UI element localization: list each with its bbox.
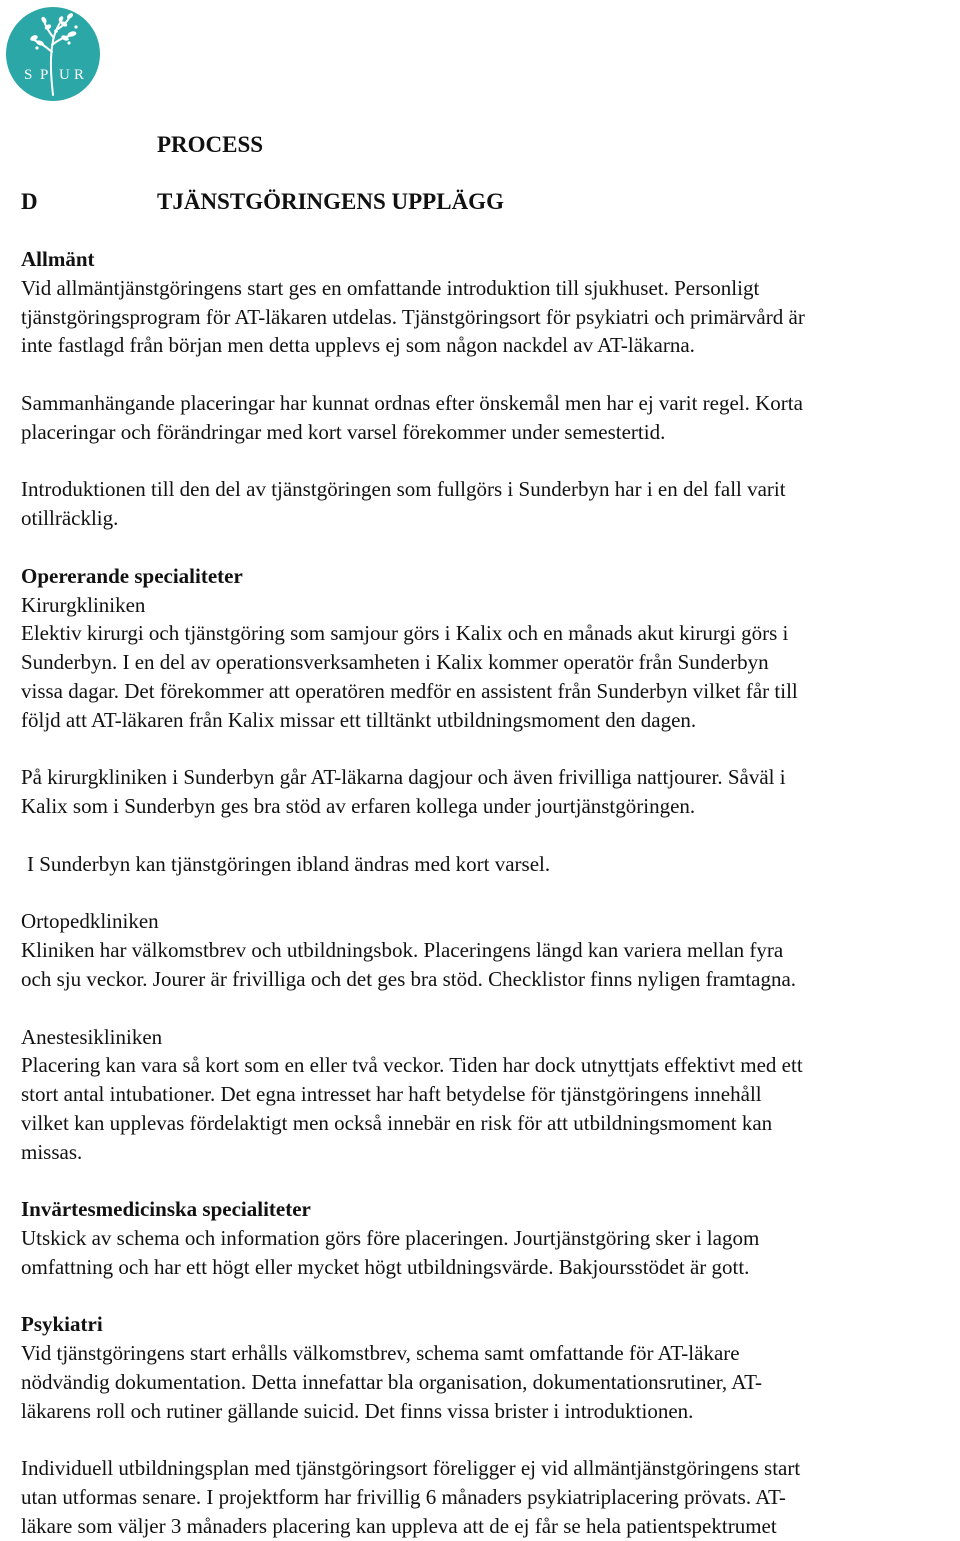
invartes-section [21, 1195, 960, 1281]
allmant-heading: Allmänt [21, 247, 95, 271]
section-letter: D [21, 189, 38, 214]
text-line: Elektiv kirurgi och tjänstgöring som samjour görs i Kalix och en månads akut kirurgi görs i [21, 621, 789, 646]
section-title: TJÄNSTGÖRINGENS UPPLÄGG [157, 189, 504, 214]
text-line: Vid allmäntjänstgöringens start ges en omfattande introduktion till sjukhuset. Personligt [21, 275, 760, 300]
paragraph [21, 763, 960, 821]
paragraph [21, 1454, 960, 1540]
psykiatri-section [21, 1310, 960, 1425]
text-line: Vid tjänstgöringens start erhålls välkomstbrev, schema samt omfattande för AT-läkare [21, 1341, 740, 1366]
document-body [21, 245, 960, 1541]
text-line: och sju veckor. Jourer är frivilliga och det ges bra stöd. Checklistor finns nyligen framtagna. [21, 966, 797, 991]
spur-logo-icon [6, 7, 100, 101]
text-line: På kirurgkliniken i Sunderbyn går AT-läkarna dagjour och även frivilliga nattjourer. Såväl i [21, 765, 786, 790]
psykiatri-heading: Psykiatri [21, 1312, 103, 1337]
text-line: följd att AT-läkaren från Kalix missar ett tilltänkt utbildningsmoment den dagen. [21, 707, 697, 732]
ortopedkliniken-subheading: Ortopedkliniken [21, 909, 159, 934]
spur-logo [6, 7, 100, 101]
text-line: stort antal intubationer. Det egna intresset har haft betydelse för tjänstgöringens innehåll [21, 1082, 762, 1107]
logo-letter-s: S [24, 67, 33, 83]
opererande-section [21, 562, 960, 735]
text-line: läkare som väljer 3 månaders placering kan uppleva att de ej får se hela patientspektrumet [21, 1514, 777, 1539]
text-line: otillräcklig. [21, 506, 119, 531]
text-line: omfattning och har ett högt eller mycket högt utbildningsvärde. Bakjoursstödet är gott. [21, 1254, 750, 1279]
text-line: missas. [21, 1139, 83, 1164]
text-line: utan utformas senare. I projektform har frivillig 6 månaders psykiatriplacering prövats. AT- [21, 1485, 786, 1510]
text-line: vilket kan upplevas fördelaktigt men också innebär en risk för att utbildningsmoment kan [21, 1110, 773, 1135]
logo-letter-u: U [59, 67, 70, 83]
text-line: vissa dagar. Det förekommer att operatören medför en assistent från Sunderbyn vilket får till [21, 678, 798, 703]
text-line: Utskick av schema och information görs före placeringen. Jourtjänstgöring sker i lagom [21, 1226, 760, 1251]
text-line: Kalix som i Sunderbyn ges bra stöd av erfaren kollega under jourtjänstgöringen. [21, 794, 696, 819]
anestesikliniken-subheading: Anestesikliniken [21, 1024, 163, 1049]
text-line: inte fastlagd från början men detta upplevs ej som någon nackdel av AT-läkarna. [21, 333, 695, 358]
text-line: läkarens roll och rutiner gällande suicid. Det finns vissa brister i introduktionen. [21, 1398, 694, 1423]
text-line: Introduktionen till den del av tjänstgöringen som fullgörs i Sunderbyn har i en del fall varit [21, 477, 786, 502]
opererande-heading: Opererande specialiteter [21, 563, 243, 588]
text-line: nödvändig dokumentation. Detta innefattar bla organisation, dokumentationsrutiner, AT- [21, 1370, 763, 1395]
logo-letter-r: R [74, 67, 85, 83]
text-line: Sunderbyn. I en del av operationsverksamheten i Kalix kommer operatör från Sunderbyn [21, 650, 769, 675]
paragraph [21, 389, 960, 447]
kirurgkliniken-subheading: Kirurgkliniken [21, 592, 146, 617]
allmant-section [21, 245, 960, 360]
text-line: I Sunderbyn kan tjänstgöringen ibland ändras med kort varsel. [27, 851, 551, 876]
text-line: placeringar och förändringar med kort varsel förekommer under semestertid. [21, 419, 666, 444]
text-line: Kliniken har välkomstbrev och utbildningsbok. Placeringens längd kan variera mellan fyra [21, 938, 784, 963]
text-line: Sammanhängande placeringar har kunnat ordnas efter önskemål men har ej varit regel. Korta [21, 390, 803, 415]
text-line: tjänstgöringsprogram för AT-läkaren utdelas. Tjänstgöringsort för psykiatri och primärvård är [21, 304, 805, 329]
invartes-heading: Invärtesmedicinska specialiteter [21, 1197, 311, 1222]
paragraph [21, 475, 960, 533]
text-line: Placering kan vara så kort som en eller två veckor. Tiden har dock utnyttjats effektivt med ett [21, 1053, 803, 1078]
ortopedkliniken-section [21, 907, 960, 993]
logo-letter-p: P [40, 67, 49, 83]
anestesikliniken-section [21, 1023, 960, 1167]
text-line: Individuell utbildningsplan med tjänstgöringsort föreligger ej vid allmäntjänstgöringens start [21, 1456, 801, 1481]
paragraph [21, 850, 960, 879]
process-heading: PROCESS [157, 132, 264, 157]
